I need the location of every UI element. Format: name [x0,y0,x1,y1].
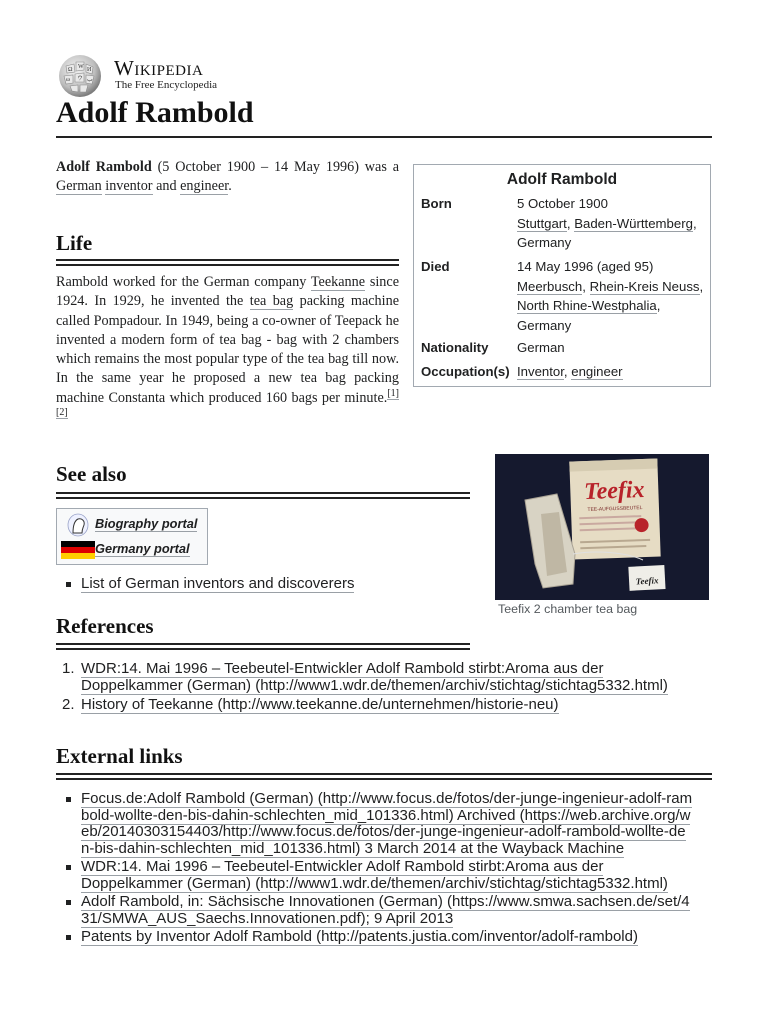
reference-link-2[interactable]: History of Teekanne (http://www.teekanne.de/unternehmen/historie-neu) [81,696,559,713]
list-item [56,791,712,857]
page-title: Adolf Rambold [56,96,254,129]
photo-caption: Teefix 2 chamber tea bag [498,602,638,616]
tea-bag-photo[interactable] [495,454,709,600]
link-north-rhine-westphalia[interactable]: North Rhine-Westphalia [517,298,657,313]
reference-item [56,697,712,714]
life-text-3: packing machine called Pompadour. In 1949, being a co-owner of Teepack he invented a modern form of tea bag - bag with 2 chambers which remains the most popular type of the tea bag till now. In the same year he proposed a new tea bag packing machine Constanta which produced 160 bags per minute. [56,293,399,406]
infobox-born-label: Born [421,196,452,211]
infobox-died-value: 14 May 1996 (aged 95) Meerbusch, Rhein-Kreis Neuss, North Rhine-Westphalia, Germany [517,259,704,333]
reference-number: 1. [62,660,75,677]
external-link-focus-line-3[interactable]: eb/20140303154403/http://www.focus.de/fotos/der-junge-ingenieur-adolf-rambold-wollte-de [81,823,686,840]
external-links-list [56,791,712,948]
infobox-born-value: 5 October 1900 Stuttgart, Baden-Württemberg, Germany [517,196,697,250]
link-baden-wuerttemberg[interactable]: Baden-Württemberg [574,215,693,231]
portal-germany-label[interactable]: Germany portal [95,541,190,557]
external-link-wdr-line-2[interactable]: Doppelkammer (German) (http://www1.wdr.de/themen/archiv/stichtag/stichtag5332.html) [81,874,668,892]
external-link-sachsen-line-1[interactable]: Adolf Rambold, in: Sächsische Innovationen (German) (https://www.smwa.sachsen.de/set/4 [81,893,690,910]
infobox-occupation-value: Inventor, engineer [517,364,623,379]
infobox-occupation-label: Occupation(s) [421,364,510,379]
died-date: 14 May 1996 (aged 95) [517,259,654,274]
link-engineer-occupation[interactable]: engineer [571,364,623,379]
section-heading-life: Life [56,231,93,255]
portal-germany[interactable] [61,540,190,560]
svg-text:W: W [78,64,84,70]
link-engineer[interactable]: engineer [180,178,229,195]
pack-brand-text: Teefix [583,476,646,506]
title-divider [56,136,712,138]
wikipedia-tagline: The Free Encyclopedia [115,79,218,91]
citation-2[interactable]: [2] [56,407,68,419]
intro-paragraph [56,158,399,197]
germany-flag-icon [61,540,95,560]
link-rhein-kreis-neuss[interactable]: Rhein-Kreis Neuss [589,278,700,294]
list-item [56,929,712,946]
reference-link-1-line-2[interactable]: Doppelkammer (German) (http://www1.wdr.de/themen/archiv/stichtag/stichtag5332.html) [81,676,668,694]
see-also-list [56,576,470,595]
portal-biography[interactable] [61,513,197,537]
svg-text:Ω: Ω [68,67,73,73]
references-list [56,661,712,717]
link-meerbusch[interactable]: Meerbusch [517,278,583,294]
external-link-focus-line-2[interactable]: bold-wollte-den-bis-dahin-schlechten_mid_101336.html) Archived (https://web.archive.org/w [81,806,691,824]
section-heading-external-links: External links [56,744,183,768]
external-link-wdr-line-1[interactable]: WDR:14. Mai 1996 – Teebeutel-Entwickler Adolf Rambold stirbt:Aroma aus der [81,858,604,875]
biography-silhouette-icon [61,513,95,537]
life-text-2: since 1924. In 1929, he invented the [56,274,399,310]
section-divider-see-also [56,492,470,499]
section-divider-life [56,259,399,266]
citation-1[interactable]: [1] [387,388,399,400]
portal-box [56,508,208,565]
pack-subtitle-text: TEE-AUFGUSSBEUTEL [587,505,643,513]
list-item [56,576,470,593]
link-list-of-german-inventors[interactable]: List of German inventors and discoverers [81,575,355,592]
intro-dates: (5 October 1900 – 14 May 1996) was a [151,159,400,175]
intro-and: and [156,178,177,195]
tag-brand-text: Teefix [635,575,659,587]
link-inventor-occupation[interactable]: Inventor [517,364,564,379]
infobox-title: Adolf Rambold [506,171,618,188]
life-paragraph [56,273,399,427]
life-text-1: Rambold worked for the German company [56,274,311,290]
reference-link-1-line-1[interactable]: WDR:14. Mai 1996 – Teebeutel-Entwickler Adolf Rambold stirbt:Aroma aus der [81,660,604,677]
wikipedia-globe-icon[interactable] [56,54,104,98]
link-inventor[interactable]: inventor [105,178,153,195]
external-link-focus-line-1[interactable]: Focus.de:Adolf Rambold (German) (http://www.focus.de/fotos/der-junge-ingenieur-adolf-ram [81,790,693,807]
born-country: Germany [517,235,572,250]
svg-text:ب: ب [87,77,93,83]
list-item [56,894,712,927]
reference-item [56,661,712,694]
svg-text:И: И [87,67,92,73]
infobox [413,164,711,387]
section-divider-external-links [56,773,712,780]
external-link-sachsen-line-2[interactable]: 31/SMWA_AUS_Saechs.Innovationen.pdf); 9 April 2013 [81,909,454,927]
link-teekanne[interactable]: Teekanne [310,274,366,290]
wikipedia-wordmark[interactable]: Wikipedia [114,56,204,80]
section-heading-references: References [56,614,154,638]
infobox-died-label: Died [421,259,450,274]
born-date: 5 October 1900 [517,196,608,211]
infobox-nationality-label: Nationality [421,340,489,355]
external-link-justia[interactable]: Patents by Inventor Adolf Rambold (http://patents.justia.com/inventor/adolf-rambold) [81,928,638,945]
subject-name: Adolf Rambold [56,159,152,175]
reference-number: 2. [62,696,75,713]
section-divider-references [56,643,470,650]
portal-biography-label[interactable]: Biography portal [95,516,198,532]
svg-text:ω: ω [66,77,70,83]
died-country: Germany [517,317,572,333]
section-heading-see-also: See also [56,462,127,486]
svg-text:ウ: ウ [77,76,84,82]
list-item [56,859,712,892]
intro-end: . [228,178,232,195]
link-german[interactable]: German [56,178,102,195]
infobox-nationality-value: German [517,340,565,355]
link-stuttgart[interactable]: Stuttgart [517,215,567,231]
external-link-focus-line-4[interactable]: n-bis-dahin-schlechten_mid_101336.html) 3 March 2014 at the Wayback Machine [81,839,625,857]
link-tea-bag[interactable]: tea bag [249,293,294,310]
